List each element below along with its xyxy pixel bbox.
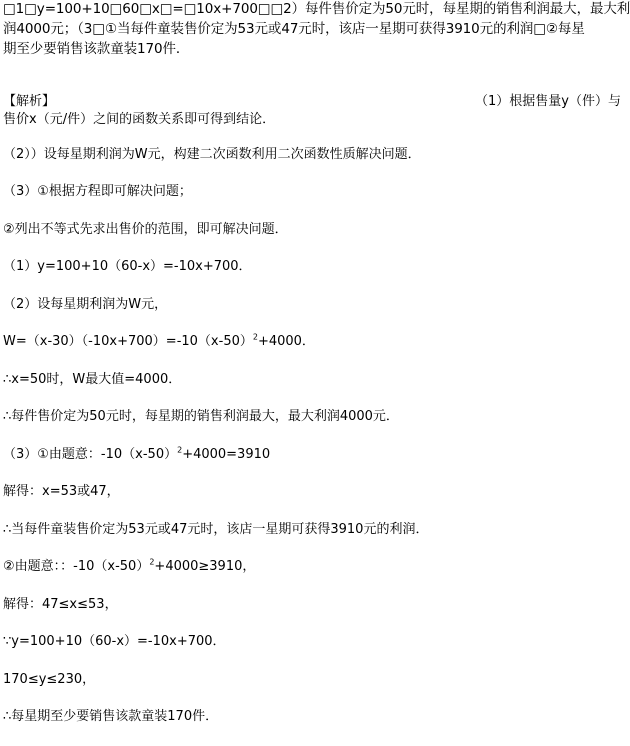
solution-line-6: [3, 446, 625, 464]
answer-line-1: □1□y=100+10□60□x□=□10x+700□□2）每件售价定为50元时，每星期的销售利润最大，最大利: [3, 1, 630, 17]
solution-line-6-main: （3）①由题意：-10（x-50）: [3, 447, 178, 462]
solution-line-13: ∴每星期至少要销售该款童装170件．: [3, 709, 219, 724]
solution-line-3-tail: +4000．: [257, 334, 315, 349]
analysis-line-5: ②列出不等式先求出售价的范围，即可解决问题．: [3, 222, 288, 237]
solution-line-8: ∴当每件童装售价定为53元或47元时，该店一星期可获得3910元的利润．: [3, 522, 429, 537]
analysis-line-4: （3）①根据方程即可解决问题；: [3, 184, 192, 199]
analysis-line-3: （2））设每星期利润为W元，构建二次函数利用二次函数性质解决问题．: [3, 147, 421, 162]
solution-line-9: [3, 558, 625, 576]
solution-line-6-tail: +4000=3910: [182, 447, 271, 462]
solution-line-5: ∴每件售价定为50元时，每星期的销售利润最大，最大利润4000元．: [3, 409, 399, 424]
exponent: 2: [252, 332, 258, 342]
solution-line-3: [3, 333, 625, 351]
solution-line-9-main: ②由题意：：-10（x-50）: [3, 559, 150, 574]
analysis-line-2: 售价x（元/件）之间的函数关系即可得到结论．: [3, 112, 276, 127]
solution-line-9-tail: +4000≥3910，: [154, 559, 256, 574]
exponent: 2: [177, 445, 183, 455]
solution-line-12: 170≤y≤230，: [3, 672, 96, 687]
answer-line-3: 期至少要销售该款童装170件．: [3, 41, 190, 57]
exponent: 2: [149, 557, 155, 567]
solution-line-3-main: W=（x-30）（-10x+700）=-10（x-50）: [3, 334, 253, 349]
analysis-header-line: [3, 93, 625, 111]
answer-line-2: 润4000元；（3□①当每件童装售价定为53元或47元时，该店一星期可获得3910元的利润□②每星: [3, 21, 585, 37]
analysis-right-text: （1）根据售量y（件）与: [475, 94, 621, 109]
solution-line-10: 解得：47≤x≤53，: [3, 597, 118, 612]
solution-line-7: 解得：x=53或47，: [3, 484, 120, 499]
solution-line-2: （2）设每星期利润为W元，: [3, 297, 168, 312]
solution-line-4: ∴x=50时，W最大值=4000．: [3, 372, 182, 387]
analysis-label: 【解析】: [3, 94, 56, 109]
solution-line-1: （1）y=100+10（60-x）=-10x+700．: [3, 259, 252, 274]
solution-line-11: ∵y=100+10（60-x）=-10x+700．: [3, 634, 226, 649]
